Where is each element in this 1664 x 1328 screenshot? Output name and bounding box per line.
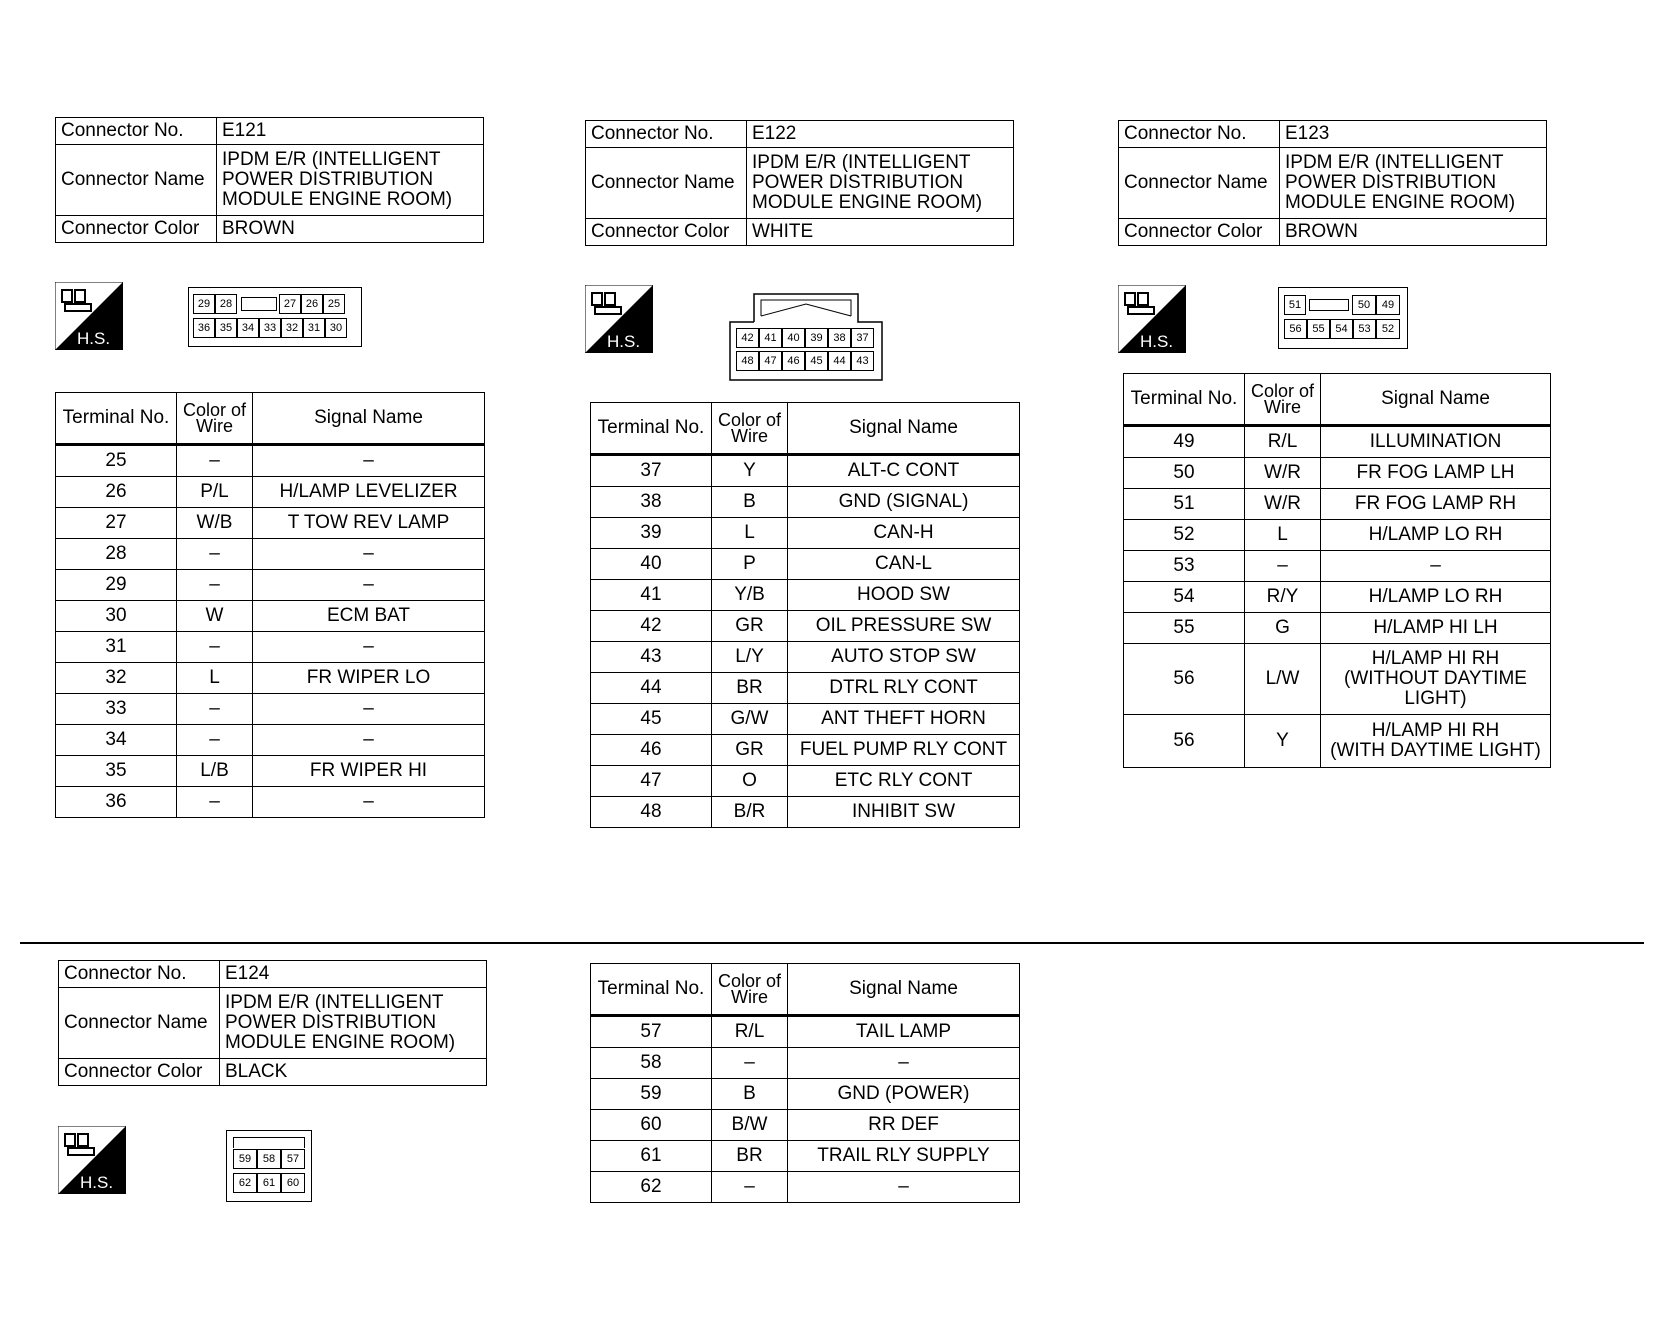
pin: 59 [233, 1149, 257, 1169]
table-row [1124, 489, 1551, 520]
hs-label: H.S. [80, 1173, 114, 1192]
terminal-table-e123 [1123, 373, 1551, 768]
wire-color-cell: – [712, 1172, 788, 1203]
signal-name-cell: – [253, 694, 485, 725]
signal-name-cell: H/LAMP LEVELIZER [253, 477, 485, 508]
terminal-no-cell: 31 [56, 632, 177, 663]
connector-no-value: E121 [217, 118, 484, 145]
wire-color-cell: W/B [177, 508, 253, 539]
signal-name-cell: GND (SIGNAL) [788, 487, 1020, 518]
wire-color-cell: – [177, 445, 253, 477]
table-row [591, 549, 1020, 580]
terminal-no-cell: 34 [56, 725, 177, 756]
wire-color-cell: W [177, 601, 253, 632]
signal-name-cell: H/LAMP HI RH (WITH DAYTIME LIGHT) [1321, 715, 1551, 768]
table-row [591, 673, 1020, 704]
terminal-no-cell: 55 [1124, 613, 1245, 644]
hs-label: H.S. [607, 332, 641, 351]
pin: 42 [736, 328, 759, 348]
wire-color-cell: L [1245, 520, 1321, 551]
connector-color-value: BLACK [220, 1059, 487, 1086]
table-row [591, 1141, 1020, 1172]
color-of-wire-header: Wire [731, 987, 768, 1007]
pin: 34 [237, 318, 259, 338]
terminal-no-cell: 46 [591, 735, 712, 766]
table-row [591, 704, 1020, 735]
terminal-no-cell: 28 [56, 539, 177, 570]
terminal-no-header: Terminal No. [56, 393, 177, 445]
table-row [591, 766, 1020, 797]
signal-name-cell: INHIBIT SW [788, 797, 1020, 828]
pin: 26 [301, 294, 323, 314]
wire-color-cell: BR [712, 673, 788, 704]
signal-name-cell: GND (POWER) [788, 1079, 1020, 1110]
connector-no-label: Connector No. [59, 961, 220, 988]
pin: 37 [851, 328, 874, 348]
pin: 40 [782, 328, 805, 348]
pin: 43 [851, 351, 874, 371]
table-row [591, 735, 1020, 766]
table-row [1124, 520, 1551, 551]
pin: 49 [1376, 295, 1400, 315]
color-of-wire-header: Wire [196, 416, 233, 436]
terminal-no-cell: 37 [591, 455, 712, 487]
terminal-no-cell: 32 [56, 663, 177, 694]
terminal-no-cell: 40 [591, 549, 712, 580]
table-row [1124, 582, 1551, 613]
terminal-no-cell: 54 [1124, 582, 1245, 613]
wire-color-cell: R/Y [1245, 582, 1321, 613]
terminal-no-cell: 52 [1124, 520, 1245, 551]
pin: 62 [233, 1173, 257, 1193]
signal-name-cell: ECM BAT [253, 601, 485, 632]
signal-name-cell: CAN-H [788, 518, 1020, 549]
signal-name-cell: CAN-L [788, 549, 1020, 580]
table-row [1124, 613, 1551, 644]
pin: 47 [759, 351, 782, 371]
connector-name-line: IPDM E/R (INTELLIGENT [225, 992, 444, 1013]
pin: 35 [215, 318, 237, 338]
hs-label: H.S. [77, 329, 111, 348]
terminal-no-cell: 57 [591, 1016, 712, 1048]
connector-name-line: MODULE ENGINE ROOM) [222, 189, 453, 210]
signal-name-header: Signal Name [253, 393, 485, 445]
table-row [591, 797, 1020, 828]
terminal-no-cell: 51 [1124, 489, 1245, 520]
pin: 28 [215, 294, 237, 314]
wire-color-cell: P [712, 549, 788, 580]
wire-color-cell: – [177, 725, 253, 756]
wire-color-cell: W/R [1245, 458, 1321, 489]
terminal-no-cell: 27 [56, 508, 177, 539]
wire-color-cell: L/W [1245, 644, 1321, 715]
latch-slot [1306, 295, 1352, 315]
terminal-no-cell: 59 [591, 1079, 712, 1110]
table-row [591, 1079, 1020, 1110]
terminal-no-cell: 33 [56, 694, 177, 725]
connector-color-value: BROWN [217, 216, 484, 243]
table-row [591, 518, 1020, 549]
signal-name-cell: – [1321, 551, 1551, 582]
connector-e123-face [1278, 287, 1408, 349]
signal-name-cell: – [788, 1048, 1020, 1079]
terminal-no-cell: 53 [1124, 551, 1245, 582]
pin: 33 [259, 318, 281, 338]
color-of-wire-header: Wire [1264, 397, 1301, 417]
color-of-wire-header: Color of [182, 400, 247, 420]
signal-name-cell: T TOW REV LAMP [253, 508, 485, 539]
terminal-no-cell: 29 [56, 570, 177, 601]
pin: 48 [736, 351, 759, 371]
color-of-wire-header: Color of [1250, 381, 1315, 401]
connector-e124-info [58, 960, 487, 1086]
signal-name-cell: ETC RLY CONT [788, 766, 1020, 797]
connector-color-label: Connector Color [56, 216, 217, 243]
terminal-no-cell: 42 [591, 611, 712, 642]
table-row [1124, 551, 1551, 582]
table-row [591, 611, 1020, 642]
signal-name-cell: H/LAMP HI RH (WITHOUT DAYTIME LIGHT) [1321, 644, 1551, 715]
pin: 55 [1307, 319, 1330, 339]
wire-color-cell: L/Y [712, 642, 788, 673]
signal-name-cell: – [253, 539, 485, 570]
terminal-table-e124 [590, 963, 1020, 1203]
table-row [1124, 458, 1551, 489]
pin: 44 [828, 351, 851, 371]
connector-color-value: BROWN [1280, 219, 1547, 246]
signal-name-cell: RR DEF [788, 1110, 1020, 1141]
connector-name-line: IPDM E/R (INTELLIGENT [222, 149, 441, 170]
terminal-no-cell: 48 [591, 797, 712, 828]
wire-color-cell: B [712, 1079, 788, 1110]
pin: 45 [805, 351, 828, 371]
hs-label: H.S. [1140, 332, 1174, 351]
connector-color-label: Connector Color [59, 1059, 220, 1086]
wire-color-cell: P/L [177, 477, 253, 508]
wire-color-cell: – [177, 632, 253, 663]
terminal-no-cell: 44 [591, 673, 712, 704]
signal-name-header: Signal Name [1321, 374, 1551, 426]
wire-color-cell: BR [712, 1141, 788, 1172]
connector-no-value: E123 [1280, 121, 1547, 148]
pin: 36 [193, 318, 215, 338]
wire-color-cell: – [712, 1048, 788, 1079]
pin: 31 [303, 318, 325, 338]
signal-name-cell: – [253, 632, 485, 663]
wire-color-cell: – [177, 694, 253, 725]
connector-color-label: Connector Color [1119, 219, 1280, 246]
signal-name-cell: DTRL RLY CONT [788, 673, 1020, 704]
connector-name-line: IPDM E/R (INTELLIGENT [752, 152, 971, 173]
connector-name-line: POWER DISTRIBUTION [225, 1012, 437, 1033]
terminal-no-cell: 47 [591, 766, 712, 797]
wire-color-cell: O [712, 766, 788, 797]
terminal-no-cell: 26 [56, 477, 177, 508]
pin: 61 [257, 1173, 281, 1193]
table-row [1124, 715, 1551, 768]
table-row [56, 539, 485, 570]
wire-color-cell: B [712, 487, 788, 518]
pin: 51 [1284, 295, 1306, 315]
pin: 60 [281, 1173, 305, 1193]
signal-name-cell: – [253, 570, 485, 601]
pin: 29 [193, 294, 215, 314]
signal-name-cell: ILLUMINATION [1321, 426, 1551, 458]
wire-color-cell: – [177, 570, 253, 601]
connector-name-line: POWER DISTRIBUTION [752, 172, 964, 193]
wire-color-cell: G/W [712, 704, 788, 735]
terminal-no-cell: 56 [1124, 715, 1245, 768]
table-row [56, 756, 485, 787]
terminal-no-cell: 50 [1124, 458, 1245, 489]
terminal-no-cell: 35 [56, 756, 177, 787]
color-of-wire-header: Color of [717, 971, 782, 991]
signal-name-cell: – [253, 787, 485, 818]
table-row [591, 487, 1020, 518]
terminal-table-e121 [55, 392, 485, 818]
terminal-no-header: Terminal No. [591, 964, 712, 1016]
latch-slot [233, 1137, 305, 1148]
wire-color-cell: R/L [1245, 426, 1321, 458]
terminal-no-cell: 60 [591, 1110, 712, 1141]
signal-name-header: Signal Name [788, 403, 1020, 455]
pin: 50 [1352, 295, 1376, 315]
table-row [56, 445, 485, 477]
connector-no-value: E122 [747, 121, 1014, 148]
connector-no-label: Connector No. [1119, 121, 1280, 148]
wire-color-cell: – [177, 787, 253, 818]
signal-name-cell: H/LAMP LO RH [1321, 520, 1551, 551]
table-row [56, 632, 485, 663]
wire-color-cell: B/R [712, 797, 788, 828]
terminal-no-cell: 61 [591, 1141, 712, 1172]
wire-color-cell: Y [1245, 715, 1321, 768]
table-row [56, 663, 485, 694]
pin: 53 [1353, 319, 1376, 339]
table-row [56, 477, 485, 508]
connector-no-value: E124 [220, 961, 487, 988]
signal-name-header: Signal Name [788, 964, 1020, 1016]
wire-color-cell: GR [712, 611, 788, 642]
signal-name-cell: H/LAMP HI LH [1321, 613, 1551, 644]
terminal-no-cell: 58 [591, 1048, 712, 1079]
table-row [56, 787, 485, 818]
signal-name-cell: HOOD SW [788, 580, 1020, 611]
signal-name-cell: FR WIPER HI [253, 756, 485, 787]
terminal-no-cell: 43 [591, 642, 712, 673]
signal-name-cell: AUTO STOP SW [788, 642, 1020, 673]
signal-name-cell: H/LAMP LO RH [1321, 582, 1551, 613]
wire-color-cell: L [177, 663, 253, 694]
terminal-no-cell: 45 [591, 704, 712, 735]
table-row [56, 508, 485, 539]
color-of-wire-header: Color of [717, 410, 782, 430]
signal-name-cell: – [253, 445, 485, 477]
wire-color-cell: – [1245, 551, 1321, 582]
connector-e121-info [55, 117, 484, 243]
terminal-no-cell: 38 [591, 487, 712, 518]
pin: 41 [759, 328, 782, 348]
table-row [591, 1172, 1020, 1203]
connector-name-line: POWER DISTRIBUTION [1285, 172, 1497, 193]
connector-name-line: IPDM E/R (INTELLIGENT [1285, 152, 1504, 173]
pin: 27 [279, 294, 301, 314]
connector-e123-info [1118, 120, 1547, 246]
pin: 39 [805, 328, 828, 348]
pin: 32 [281, 318, 303, 338]
connector-name-line: POWER DISTRIBUTION [222, 169, 434, 190]
connector-name-line: MODULE ENGINE ROOM) [225, 1032, 456, 1053]
signal-name-cell: – [788, 1172, 1020, 1203]
pin: 56 [1284, 319, 1307, 339]
terminal-no-cell: 56 [1124, 644, 1245, 715]
signal-name-cell: TRAIL RLY SUPPLY [788, 1141, 1020, 1172]
table-row [1124, 644, 1551, 715]
signal-name-cell: FR WIPER LO [253, 663, 485, 694]
signal-name-cell: ANT THEFT HORN [788, 704, 1020, 735]
pin: 25 [323, 294, 345, 314]
connector-e122-bottom-pins [736, 351, 874, 371]
connector-name-label: Connector Name [586, 148, 747, 219]
wire-color-cell: R/L [712, 1016, 788, 1048]
table-row [56, 725, 485, 756]
terminal-table-e122 [590, 402, 1020, 828]
pin: 54 [1330, 319, 1353, 339]
wire-color-cell: Y [712, 455, 788, 487]
section-divider [20, 942, 1644, 944]
wire-color-cell: B/W [712, 1110, 788, 1141]
harness-side-icon [55, 282, 123, 350]
terminal-no-cell: 41 [591, 580, 712, 611]
terminal-no-cell: 30 [56, 601, 177, 632]
terminal-no-header: Terminal No. [591, 403, 712, 455]
terminal-no-cell: 39 [591, 518, 712, 549]
signal-name-cell: FUEL PUMP RLY CONT [788, 735, 1020, 766]
connector-e122-info [585, 120, 1014, 246]
connector-name-label: Connector Name [59, 988, 220, 1059]
wire-color-cell: W/R [1245, 489, 1321, 520]
connector-name-line: MODULE ENGINE ROOM) [752, 192, 983, 213]
connector-e124-face [226, 1130, 312, 1202]
wire-color-cell: – [177, 539, 253, 570]
signal-name-cell: ALT-C CONT [788, 455, 1020, 487]
connector-name-line: MODULE ENGINE ROOM) [1285, 192, 1516, 213]
signal-name-cell: – [253, 725, 485, 756]
pin: 52 [1376, 319, 1400, 339]
signal-name-cell: FR FOG LAMP LH [1321, 458, 1551, 489]
terminal-no-cell: 36 [56, 787, 177, 818]
terminal-no-cell: 25 [56, 445, 177, 477]
signal-name-cell: FR FOG LAMP RH [1321, 489, 1551, 520]
harness-side-icon [58, 1126, 126, 1194]
table-row [591, 455, 1020, 487]
table-row [591, 580, 1020, 611]
terminal-no-cell: 49 [1124, 426, 1245, 458]
harness-side-icon [1118, 285, 1186, 353]
wire-color-cell: G [1245, 613, 1321, 644]
terminal-no-cell: 62 [591, 1172, 712, 1203]
terminal-no-header: Terminal No. [1124, 374, 1245, 426]
signal-name-cell: OIL PRESSURE SW [788, 611, 1020, 642]
connector-no-label: Connector No. [56, 118, 217, 145]
table-row [591, 1048, 1020, 1079]
harness-side-icon [585, 285, 653, 353]
wire-color-cell: L [712, 518, 788, 549]
pin: 57 [281, 1149, 305, 1169]
wire-color-cell: GR [712, 735, 788, 766]
table-row [56, 601, 485, 632]
table-row [591, 1110, 1020, 1141]
table-row [1124, 426, 1551, 458]
pin: 38 [828, 328, 851, 348]
connector-color-value: WHITE [747, 219, 1014, 246]
latch-slot [237, 294, 279, 314]
connector-e122-top-pins [736, 328, 874, 348]
pin: 30 [325, 318, 347, 338]
table-row [56, 694, 485, 725]
pin: 46 [782, 351, 805, 371]
table-row [56, 570, 485, 601]
wire-color-cell: Y/B [712, 580, 788, 611]
pin: 58 [257, 1149, 281, 1169]
color-of-wire-header: Wire [731, 426, 768, 446]
wire-color-cell: L/B [177, 756, 253, 787]
connector-no-label: Connector No. [586, 121, 747, 148]
signal-name-cell: TAIL LAMP [788, 1016, 1020, 1048]
connector-color-label: Connector Color [586, 219, 747, 246]
table-row [591, 642, 1020, 673]
table-row [591, 1016, 1020, 1048]
connector-name-label: Connector Name [56, 145, 217, 216]
connector-name-label: Connector Name [1119, 148, 1280, 219]
connector-e121-face [188, 287, 362, 347]
